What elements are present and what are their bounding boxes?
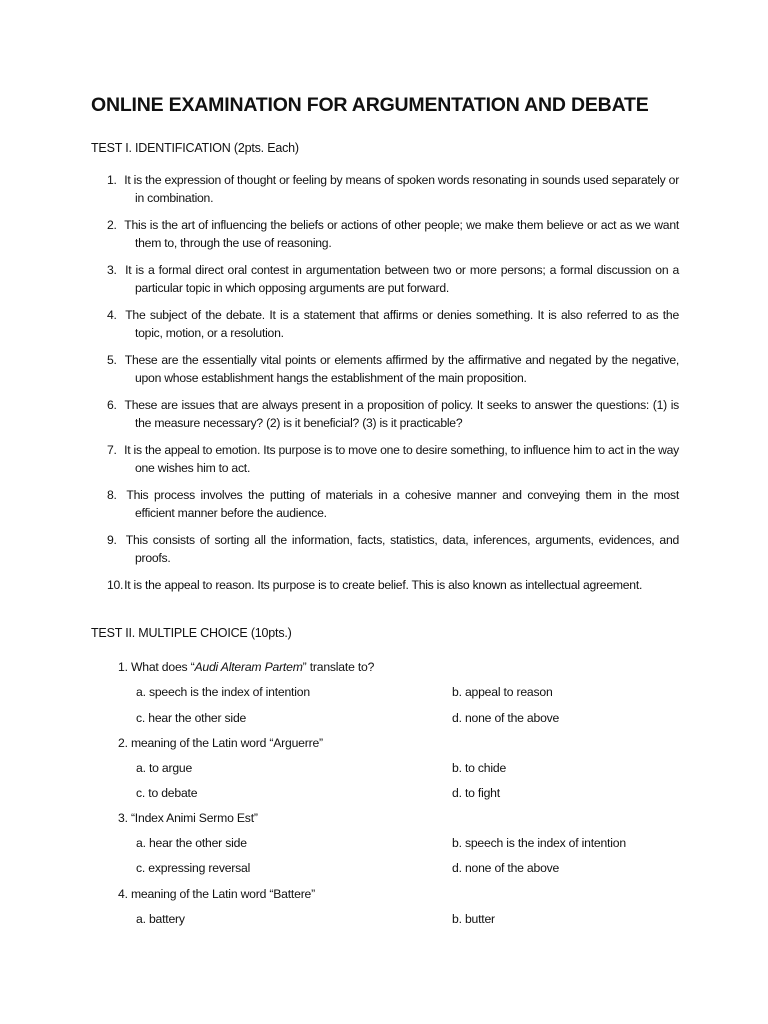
mc-option: c. to debate xyxy=(136,786,198,800)
list-item: 5. These are the essentially vital points or elements affirmed by the affirmative and negated by the negative, upon whose establishment hangs the establishment of the main proposition. xyxy=(107,353,679,385)
list-item: 3. It is a formal direct oral contest in argumentation between two or more persons; a formal discussion on a particular topic in which opposing arguments are put forward. xyxy=(107,263,680,295)
test1-heading: TEST I. IDENTIFICATION (2pts. Each) xyxy=(91,141,299,155)
mc-option: b. appeal to reason xyxy=(452,685,553,699)
mc-option: d. none of the above xyxy=(452,711,560,725)
list-item: 9. This consists of sorting all the information, facts, statistics, data, inferences, arguments, evidences, and proofs. xyxy=(107,533,680,565)
mc-option: c. hear the other side xyxy=(136,711,247,725)
mc-option: c. expressing reversal xyxy=(136,861,251,875)
mc-option: a. to argue xyxy=(136,761,193,775)
list-item: 7. It is the appeal to emotion. Its purpose is to move one to desire something, to influence him to act in the way one wishes him to act. xyxy=(107,443,680,475)
mc-option: b. to chide xyxy=(452,761,507,775)
mc-option: b. butter xyxy=(452,912,495,926)
mc-question-3: 3. “Index Animi Sermo Est” xyxy=(118,811,258,825)
mc-option: b. speech is the index of intention xyxy=(452,836,626,850)
mc-option: a. battery xyxy=(136,912,185,926)
mc-option: a. speech is the index of intention xyxy=(136,685,310,699)
test2-heading: TEST II. MULTIPLE CHOICE (10pts.) xyxy=(91,626,292,640)
list-item: 4. The subject of the debate. It is a statement that affirms or denies something. It is also referred to as the topic, motion, or a resolution. xyxy=(107,308,679,340)
list-item: 10. It is the appeal to reason. Its purpose is to create belief. This is also known as intellectual agreement. xyxy=(107,578,643,592)
mc-option: d. to fight xyxy=(452,786,500,800)
list-item: 1. It is the expression of thought or feeling by means of spoken words resonating in sounds used separately or in combination. xyxy=(107,173,680,205)
identification-list xyxy=(107,172,679,605)
list-item: 2. This is the art of influencing the beliefs or actions of other people; we make them believe or act as we want them to, through the use of reasoning. xyxy=(107,218,679,250)
mc-option: d. none of the above xyxy=(452,861,560,875)
list-item: 8. This process involves the putting of materials in a cohesive manner and conveying them in the most efficient manner before the audience. xyxy=(107,488,679,520)
page-title: ONLINE EXAMINATION FOR ARGUMENTATION AND DEBATE xyxy=(91,94,649,116)
mc-option: a. hear the other side xyxy=(136,836,247,850)
mc-question-2: 2. meaning of the Latin word “Arguerre” xyxy=(118,736,323,750)
mc-question-1: 1. What does “Audi Alteram Partem” translate to? xyxy=(118,660,375,674)
mc-question-4: 4. meaning of the Latin word “Battere” xyxy=(118,887,315,901)
list-item: 6. These are issues that are always present in a proposition of policy. It seeks to answer the questions: (1) is the measure necessary? (2) is it beneficial? (3) is it practicable? xyxy=(107,398,679,430)
